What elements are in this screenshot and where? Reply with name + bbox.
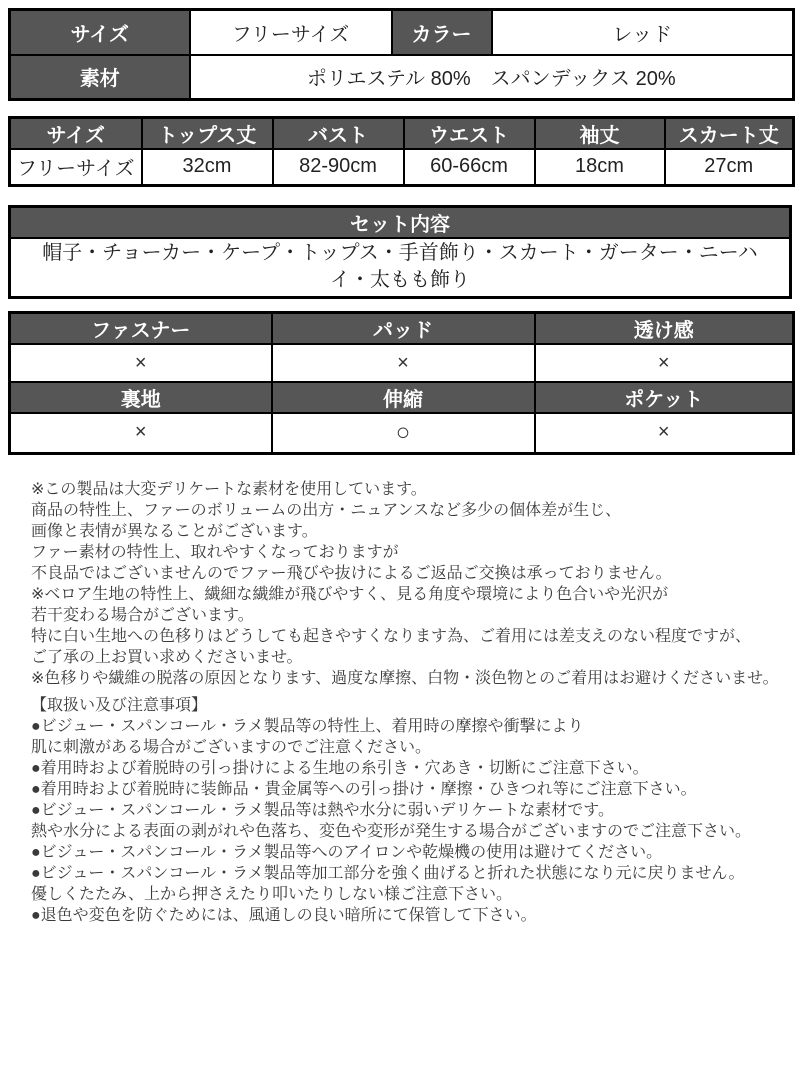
material-note-line: 画像と表情が異なることがございます。 — [31, 522, 318, 540]
feature-header-sheerness: 透け感 — [535, 313, 794, 345]
features-value-row-1 — [10, 344, 794, 382]
handling-note-line: ●ビジュー・スパンコール・ラメ製品等へのアイロンや乾燥機の使用は避けてください。 — [31, 843, 663, 861]
handling-note-line: ●着用時および着脱時の引っ掛けによる生地の糸引き・穴あき・切断にご注意下さい。 — [31, 759, 649, 777]
material-note-line: ※ベロア生地の特性上、繊細な繊維が飛びやすく、見る角度や環境により色合いや光沢が — [31, 585, 669, 603]
material-note-line: ※この製品は大変デリケートな素材を使用しています。 — [31, 480, 427, 498]
measure-value-skirt-length: 27cm — [665, 149, 794, 185]
handling-note-line: ●ビジュー・スパンコール・ラメ製品等加工部分を強く曲げると折れた状態になり元に戻りません。 — [31, 864, 745, 882]
measure-header-size: サイズ — [10, 118, 142, 150]
size-value-cell: フリーサイズ — [190, 10, 392, 55]
material-note-line: ※色移りや繊維の脱落の原因となります、過度な摩擦、白物・淡色物とのご着用はお避けくださいませ。 — [31, 669, 779, 687]
features-header-row-1 — [10, 313, 794, 345]
color-label-cell: カラー — [392, 10, 492, 55]
feature-header-lining: 裏地 — [10, 382, 272, 413]
handling-note-line: 優しくたたみ、上から押さえたり叩いたりしない様ご注意下さい。 — [31, 885, 512, 903]
measurements-table — [8, 116, 795, 187]
features-table — [8, 311, 795, 455]
handling-note-line: ●退色や変色を防ぐためには、風通しの良い暗所にて保管して下さい。 — [31, 906, 537, 924]
feature-value-pad: × — [272, 344, 535, 382]
material-note-line: 不良品ではございませんのでファー飛びや抜けによるご返品ご交換は承っておりません。 — [31, 564, 672, 582]
spec-row-material — [10, 55, 794, 100]
feature-value-lining: × — [10, 413, 272, 453]
material-label-cell: 素材 — [10, 55, 190, 100]
spec-row-size-color — [10, 10, 794, 55]
notes-section — [31, 479, 779, 926]
measure-header-sleeve: 袖丈 — [535, 118, 665, 150]
handling-note-line: ●ビジュー・スパンコール・ラメ製品等は熱や水分に弱いデリケートな素材です。 — [31, 801, 614, 819]
measure-value-waist: 60-66cm — [404, 149, 535, 185]
feature-header-stretch: 伸縮 — [272, 382, 535, 413]
feature-value-pocket: × — [535, 413, 794, 453]
set-contents-value-row — [10, 238, 791, 298]
measure-value-tops-length: 32cm — [142, 149, 273, 185]
material-note-line: 商品の特性上、ファーのボリュームの出方・ニュアンスなど多少の個体差が生じ、 — [31, 501, 622, 519]
handling-note-line: ●ビジュー・スパンコール・ラメ製品等の特性上、着用時の摩擦や衝撃により — [31, 717, 584, 735]
set-contents-table — [8, 205, 792, 300]
measure-header-skirt-length: スカート丈 — [665, 118, 794, 150]
material-note-line: ファー素材の特性上、取れやすくなっておりますが — [31, 543, 399, 561]
measure-value-size: フリーサイズ — [10, 149, 142, 185]
handling-note-line: 肌に刺激がある場合がございますのでご注意ください。 — [31, 738, 432, 756]
spec-table — [8, 8, 795, 101]
set-contents-title-cell: セット内容 — [10, 206, 791, 238]
feature-value-sheerness: × — [535, 344, 794, 382]
set-contents-text-cell: 帽子・チョーカー・ケープ・トップス・手首飾り・スカート・ガーター・ニーハイ・太もも飾り — [10, 238, 791, 298]
measurements-header-row — [10, 118, 794, 150]
handling-notes-title: 【取扱い及び注意事項】 — [31, 696, 208, 714]
measure-value-bust: 82-90cm — [273, 149, 404, 185]
features-header-row-2 — [10, 382, 794, 413]
features-value-row-2 — [10, 413, 794, 453]
size-label-cell: サイズ — [10, 10, 190, 55]
material-note-line: 特に白い生地への色移りはどうしても起きやすくなります為、ご着用には差支えのない程度ですが、 — [31, 627, 752, 645]
handling-note-line: 熱や水分による表面の剥がれや色落ち、変色や変形が発生する場合がございますのでご注意下さい。 — [31, 822, 752, 840]
measure-header-tops-length: トップス丈 — [142, 118, 273, 150]
color-value-cell: レッド — [492, 10, 794, 55]
set-contents-header-row — [10, 206, 791, 238]
feature-header-pocket: ポケット — [535, 382, 794, 413]
measure-header-bust: バスト — [273, 118, 404, 150]
handling-note-line: ●着用時および着脱時に装飾品・貴金属等への引っ掛け・摩擦・ひきつれ等にご注意下さい。 — [31, 780, 697, 798]
measure-value-sleeve: 18cm — [535, 149, 665, 185]
feature-header-fastener: ファスナー — [10, 313, 272, 345]
material-note-line: 若干変わる場合がございます。 — [31, 606, 254, 624]
feature-header-pad: パッド — [272, 313, 535, 345]
measurements-value-row — [10, 149, 794, 185]
product-spec-page — [0, 8, 800, 1075]
material-value-cell: ポリエステル 80% スパンデックス 20% — [190, 55, 794, 100]
material-note-line: ご了承の上お買い求めくださいませ。 — [31, 648, 303, 666]
feature-value-fastener: × — [10, 344, 272, 382]
feature-value-stretch: ○ — [272, 413, 535, 453]
measure-header-waist: ウエスト — [404, 118, 535, 150]
